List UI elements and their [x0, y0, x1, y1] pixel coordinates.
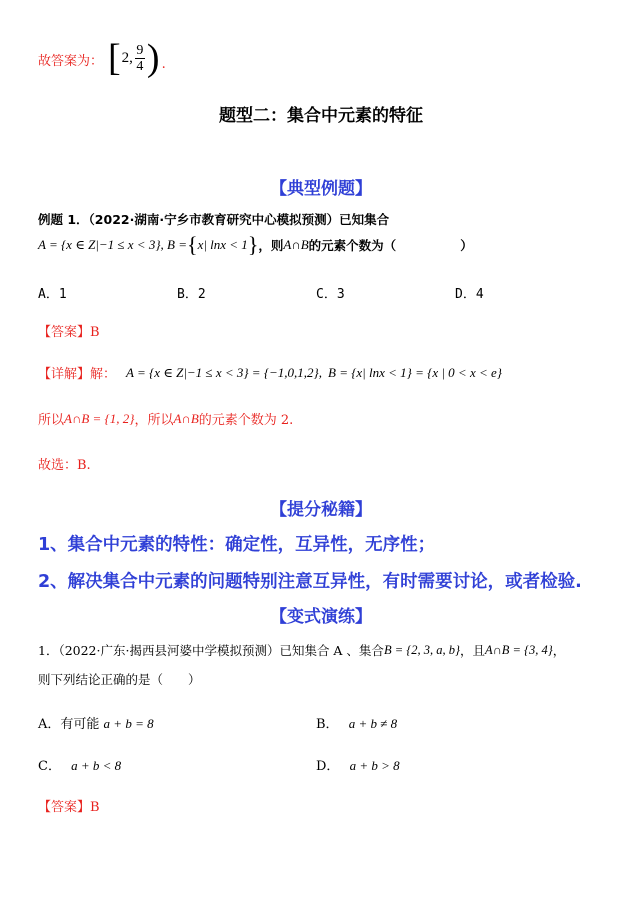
variant-option-c-expr: a + b < 8 — [71, 758, 122, 773]
example-question-mid: ，则 — [258, 238, 284, 253]
conclusion-tail: 的元素个数为 2. — [198, 413, 294, 428]
fraction-numerator: 9 — [136, 42, 144, 58]
tips-title: 【提分秘籍】 — [270, 500, 372, 520]
tip-1: 1、集合中元素的特性：确定性，互异性，无序性； — [38, 535, 436, 555]
answer-2-label: 【答案】 — [38, 800, 91, 815]
variant-expr: A∩B = {3, 4} — [485, 642, 553, 657]
detail-line — [38, 363, 502, 382]
detail-label: 【详解】 — [38, 367, 91, 382]
answer-period: . — [161, 56, 166, 72]
variant-set-b: B = {2, 3, a, b} — [383, 642, 461, 657]
variant-option-d-letter: D． — [316, 759, 340, 774]
variant-option-a — [38, 713, 154, 732]
variant-option-d — [316, 755, 400, 774]
option-c-value: 3 — [336, 287, 345, 302]
typical-example-title: 【典型例题】 — [270, 179, 372, 199]
conclusion-mid: ，所以 — [134, 413, 174, 428]
option-c-letter: C． — [316, 287, 337, 302]
option-b-letter: B． — [177, 287, 198, 302]
example-intersection: A∩B — [283, 237, 309, 252]
answer-interval — [108, 36, 166, 80]
detail-lead: 解： — [90, 367, 117, 382]
answer-label: 故答案为： — [38, 54, 104, 69]
example-question-line — [38, 232, 473, 258]
variant-question-line-2: 则下列结论正确的是（ ） — [38, 672, 201, 687]
variant-mid: ，且 — [460, 643, 486, 658]
variant-question-line-1 — [38, 641, 565, 659]
conclusion-lead: 所以 — [38, 413, 65, 428]
set-b-right-brace: } — [247, 232, 259, 257]
example-set-b: x| lnx < 1 — [197, 237, 248, 252]
option-a-value: 1 — [58, 287, 67, 302]
example-heading: 例题 1．（2022·湖南·宁乡市教育研究中心模拟预测）已知集合 — [38, 212, 390, 227]
variant-option-b-expr: a + b ≠ 8 — [348, 716, 398, 731]
answer-2 — [38, 796, 100, 815]
example-set-a: A = {x ∈ Z|−1 ≤ x < 3}, B = — [38, 237, 187, 252]
option-b — [177, 283, 206, 302]
option-a-letter: A． — [38, 287, 59, 302]
conclusion-expr-2: A∩B — [173, 410, 199, 426]
variant-option-b-letter: B． — [316, 717, 339, 732]
variant-option-a-letter: A． — [38, 717, 61, 732]
example-paren-close: ） — [460, 238, 473, 253]
set-b-left-brace: { — [187, 232, 198, 257]
variant-option-a-expr: a + b = 8 — [103, 716, 154, 731]
interval-fraction — [135, 43, 145, 74]
variant-option-b — [316, 713, 397, 732]
variant-head: 1．（2022·广东·揭西县河婆中学模拟预测）已知集合 A 、集合 — [38, 643, 384, 658]
option-d-letter: D． — [455, 287, 476, 302]
interval-left-bracket: [ — [108, 37, 121, 79]
option-a — [38, 283, 67, 302]
section-title: 题型二：集合中元素的特征 — [219, 106, 423, 126]
fraction-denominator: 4 — [136, 58, 144, 74]
interval-right-bracket: ) — [146, 37, 160, 79]
option-d-value: 4 — [475, 287, 484, 302]
variant-title: 【变式演练】 — [270, 607, 372, 627]
answer-1-value: B — [90, 325, 100, 340]
variant-option-c-letter: C． — [38, 759, 61, 774]
variant-tail: ， — [552, 643, 566, 658]
variant-option-a-text: 有可能 — [60, 717, 100, 732]
choose-line: 故选：B. — [38, 458, 91, 473]
conclusion-expr: A∩B = {1, 2} — [64, 410, 135, 426]
example-question-tail: 的元素个数为（ — [308, 238, 397, 253]
option-b-value: 2 — [197, 287, 206, 302]
option-c — [316, 283, 345, 302]
detail-expr-b: B = {x| lnx < 1} = {x | 0 < x < e} — [328, 364, 502, 380]
variant-option-d-expr: a + b > 8 — [349, 758, 400, 773]
answer-1-label: 【答案】 — [38, 325, 91, 340]
detail-expr-a: A = {x ∈ Z|−1 ≤ x < 3} = {−1,0,1,2}, — [126, 364, 322, 380]
answer-1 — [38, 321, 100, 340]
option-d — [455, 283, 484, 302]
variant-option-c — [38, 755, 121, 774]
answer-2-value: B — [90, 800, 100, 815]
conclusion-line — [38, 409, 293, 428]
interval-start: 2, — [121, 49, 133, 66]
tip-2: 2、解决集合中元素的问题特别注意互异性，有时需要讨论，或者检验. — [38, 572, 582, 592]
